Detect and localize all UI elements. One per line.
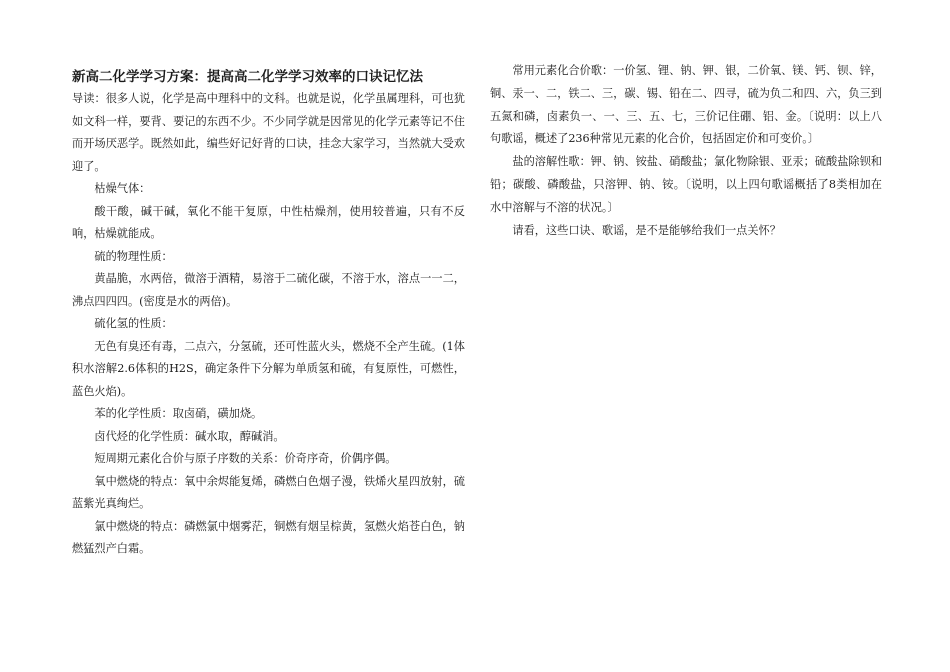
paragraph-dry-gas: 酸干酸，碱干碱，氧化不能干复原，中性枯燥剂，使用较普遍，只有不反响，枯燥就能成。 — [72, 204, 465, 240]
heading-h2s: 硫化氢的性质： — [94, 317, 173, 330]
paragraph-valence-order: 短周期元素化合价与原子序数的关系：价奇序奇，价偶序偶。 — [94, 452, 397, 465]
paragraph-solubility-song: 盐的溶解性歌：钾、钠、铵盐、硝酸盐；氯化物除银、亚汞；硫酸盐除钡和铅；碳酸、磷酸盐，只溶钾、钠、铵。〔说明，以上四句歌谣概括了8类相加在水中溶解与不溶的状况。〕 — [490, 155, 882, 214]
document-title: 新高二化学学习方案：提高高二化学学习效率的口诀记忆法 — [72, 69, 423, 85]
paragraph-chlorine-burning: 氯中燃烧的特点：磷燃氯中烟雾茫，铜燃有烟呈棕黄，氢燃火焰苍白色，钠燃猛烈产白霜。 — [72, 519, 465, 555]
intro-paragraph: 导读：很多人说，化学是高中理科中的文科。也就是说，化学虽属理科，可也犹如文科一样，要背、要记的东西不少。不少同学就是因常见的化学元素等记不住而开场厌恶学。既然如此，编些好记好背的口诀，挂念大家学习，当然就大受欢迎了。 — [72, 92, 465, 173]
heading-sulfur-physical: 硫的物理性质： — [94, 249, 173, 263]
paragraph-closing: 请看，这些口诀、歌谣，是不是能够给我们一点关怀？ — [512, 223, 781, 237]
paragraph-sulfur-physical: 黄晶脆，水两倍，微溶于酒精，易溶于二硫化碳，不溶于水，溶点一一二，沸点四四四。(密度是水的两倍)。 — [72, 272, 465, 308]
paragraph-benzene: 苯的化学性质：取卤硝，磺加烧。 — [94, 407, 263, 420]
paragraph-haloalkane: 卤代烃的化学性质：碱水取，醇碱消。 — [94, 429, 285, 443]
left-column — [72, 60, 465, 561]
paragraph-oxygen-burning: 氧中燃烧的特点：氧中余烬能复烯，磷燃白色烟子漫，铁烯火星四放射，硫蓝紫光真绚烂。 — [72, 474, 465, 510]
right-column — [490, 60, 882, 242]
paragraph-valence-song: 常用元素化合价歌：一价氢、锂、钠、钾、银，二价氧、镁、钙、钡、锌，铜、汞一、二，铁二、三，碳、锡、铅在二、四寻，硫为负二和四、六，负三到五氮和磷，卤素负一、一、三、五、七，三价记住硼、铝、金。〔说明：以上八句歌谣，概述了236种常见元素的化合价，包括固定价和可变价。〕 — [490, 64, 882, 146]
heading-dry-gas: 枯燥气体： — [94, 182, 151, 195]
paragraph-h2s: 无色有臭还有毒，二点六，分氢硫，还可性蓝火头，燃烧不全产生硫。(1体积水溶解2.6体积的H2S，确定条件下分解为单质氢和硫，有复原性，可燃性，蓝色火焰)。 — [72, 339, 465, 398]
